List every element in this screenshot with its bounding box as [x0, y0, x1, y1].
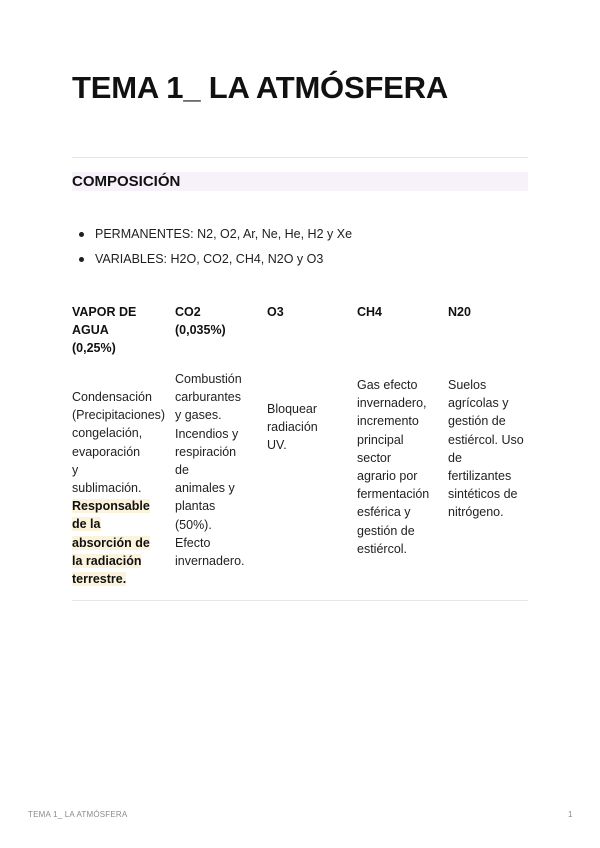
cell-line: evaporación: [72, 444, 141, 459]
cell-line: congelación,: [72, 426, 143, 441]
cell-line: estiércol.: [357, 541, 408, 556]
divider: [72, 600, 528, 601]
cell-line: animales y: [175, 481, 235, 496]
header-co2: [175, 303, 226, 339]
cell-line: Incendios y: [175, 426, 239, 441]
cell-co2: [175, 370, 245, 570]
cell-line: nitrógeno.: [448, 505, 504, 520]
cell-line: invernadero.: [175, 554, 245, 569]
cell-line: gestión de: [448, 414, 506, 429]
section-heading: [72, 172, 528, 191]
cell-line: fertilizantes: [448, 469, 512, 484]
cell-line: (Precipitaciones): [72, 408, 166, 423]
cell-line: incremento: [357, 414, 419, 429]
footer-label: TEMA 1_ LA ATMÓSFERA: [28, 810, 128, 819]
cell-vapor: [72, 388, 165, 588]
cell-line: sintéticos de: [448, 487, 518, 502]
cell-line: radiación: [267, 420, 318, 435]
cell-line: plantas: [175, 499, 216, 514]
cell-line: estiércol. Uso: [448, 432, 524, 447]
highlight-line: absorción de: [72, 535, 150, 550]
list-item-variables: VARIABLES: H2O, CO2, CH4, N2O y O3: [78, 247, 352, 272]
cell-line: de: [448, 450, 462, 465]
header-line: AGUA: [72, 323, 109, 337]
cell-line: Combustión: [175, 372, 242, 386]
cell-line: Condensación: [72, 390, 152, 404]
highlight-line: terrestre.: [72, 572, 127, 587]
cell-line: agrícolas y: [448, 396, 509, 411]
cell-line: esférica y: [357, 505, 411, 520]
highlight-line: Responsable: [72, 499, 150, 514]
highlight-line: la radiación: [72, 553, 142, 568]
header-line: O3: [267, 305, 284, 319]
cell-line: carburantes: [175, 390, 242, 405]
cell-line: de: [175, 463, 189, 478]
header-line: VAPOR DE: [72, 305, 137, 319]
header-vapor: [72, 303, 136, 357]
page-number: 1: [568, 810, 573, 819]
section-heading-text: COMPOSICIÓN: [72, 173, 181, 190]
cell-line: y gases.: [175, 408, 222, 423]
header-line: (0,25%): [72, 341, 116, 355]
cell-line: UV.: [267, 438, 287, 453]
header-line: CO2: [175, 305, 201, 319]
cell-line: Gas efecto: [357, 378, 418, 392]
header-line: (0,035%): [175, 323, 226, 337]
cell-line: principal: [357, 432, 404, 447]
composition-list: [78, 222, 352, 272]
cell-ch4: [357, 376, 429, 558]
cell-line: Suelos: [448, 378, 487, 392]
header-n20: [448, 303, 471, 321]
cell-line: fermentación: [357, 487, 430, 502]
cell-line: Efecto: [175, 535, 211, 550]
cell-line: sublimación.: [72, 481, 142, 496]
list-item-permanentes: PERMANENTES: N2, O2, Ar, Ne, He, H2 y Xe: [78, 222, 352, 247]
cell-line: respiración: [175, 444, 237, 459]
cell-line: invernadero,: [357, 396, 427, 411]
highlight-line: de la: [72, 517, 101, 532]
cell-line: Bloquear: [267, 402, 318, 416]
header-ch4: [357, 303, 382, 321]
cell-line: gestión de: [357, 523, 415, 538]
divider: [72, 157, 528, 158]
header-line: CH4: [357, 305, 383, 319]
cell-line: (50%).: [175, 517, 212, 532]
page-title: TEMA 1_ LA ATMÓSFERA: [72, 70, 449, 105]
cell-line: y: [72, 462, 79, 477]
cell-line: sector: [357, 450, 392, 465]
header-line: N20: [448, 305, 471, 319]
cell-o3: [267, 400, 318, 455]
cell-line: agrario por: [357, 469, 418, 484]
header-o3: [267, 303, 284, 321]
cell-n20: [448, 376, 524, 522]
